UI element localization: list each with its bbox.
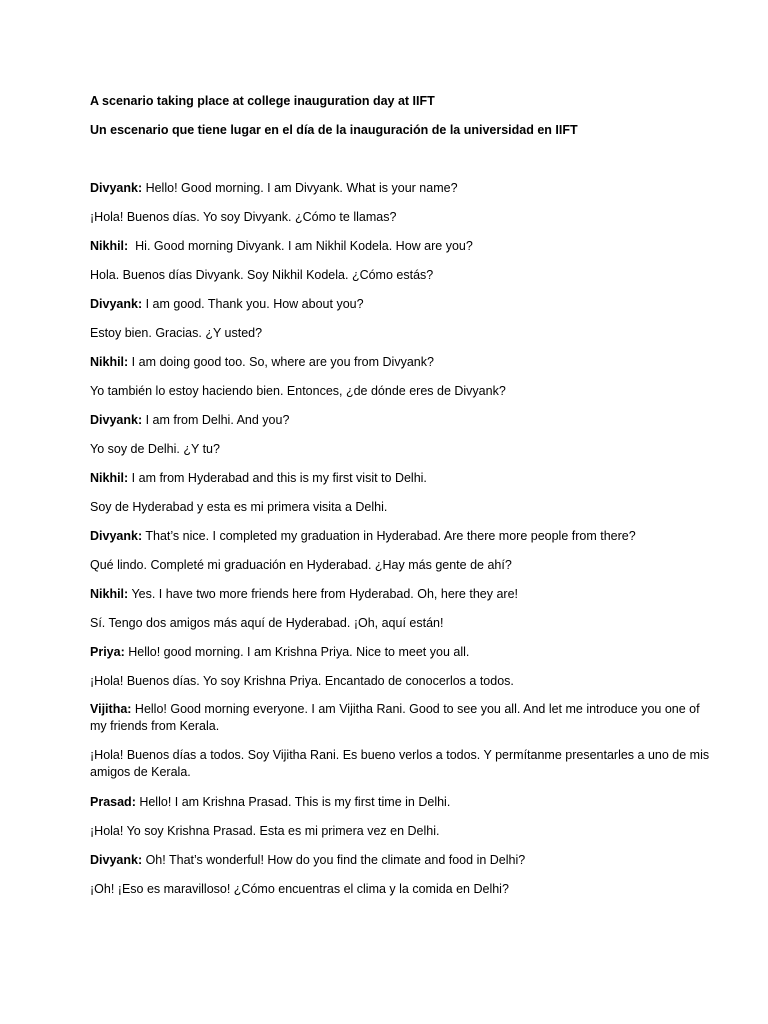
dialogue-line-english [90,295,710,313]
dialogue-list [90,179,713,898]
dialogue-text: Yes. I have two more friends here from Hyderabad. Oh, here they are! [128,587,518,601]
dialogue-text: Yo también lo estoy haciendo bien. Entonces, ¿de dónde eres de Divyank? [90,384,506,398]
speaker-name: Priya: [90,645,125,659]
dialogue-text: Hi. Good morning Divyank. I am Nikhil Kodela. How are you? [128,239,473,253]
speaker-name: Vijitha: [90,702,132,716]
document-page [90,92,713,909]
dialogue-line-spanish [90,266,710,284]
dialogue-text: Yo soy de Delhi. ¿Y tu? [90,442,220,456]
dialogue-line-spanish [90,208,710,226]
dialogue-text: I am doing good too. So, where are you from Divyank? [128,355,434,369]
dialogue-line-english [90,353,710,371]
speaker-name: Divyank: [90,181,143,195]
document-title-english: A scenario taking place at college inauguration day at IIFT [90,94,435,108]
dialogue-line-spanish [90,672,710,690]
dialogue-line-english [90,179,710,197]
speaker-name: Nikhil: [90,471,129,485]
dialogue-line-english [90,851,710,869]
dialogue-text: Oh! That’s wonderful! How do you find the climate and food in Delhi? [142,853,526,867]
dialogue-text: I am from Hyderabad and this is my first visit to Delhi. [128,471,427,485]
dialogue-line-english [90,411,710,429]
document-title-spanish: Un escenario que tiene lugar en el día de la inauguración de la universidad en IIFT [90,123,578,137]
dialogue-text: Estoy bien. Gracias. ¿Y usted? [90,326,263,340]
dialogue-text: Soy de Hyderabad y esta es mi primera visita a Delhi. [90,500,388,514]
speaker-name: Nikhil: [90,355,129,369]
dialogue-line-english [90,585,710,603]
dialogue-text: Hello! I am Krishna Prasad. This is my first time in Delhi. [135,795,451,809]
dialogue-line-spanish [90,880,710,898]
speaker-name: Divyank: [90,529,143,543]
dialogue-line-spanish [90,822,710,840]
dialogue-text: That’s nice. I completed my graduation in Hyderabad. Are there more people from there? [142,529,636,543]
dialogue-text: Hello! Good morning everyone. I am Vijitha Rani. Good to see you all. And let me introduce you one of my friends from Kerala. [90,702,704,733]
dialogue-line-spanish [90,498,710,516]
dialogue-line-spanish [90,614,710,632]
dialogue-text: Hello! Good morning. I am Divyank. What is your name? [142,181,458,195]
dialogue-text: I am from Delhi. And you? [142,413,290,427]
dialogue-text: ¡Hola! Buenos días a todos. Soy Vijitha Rani. Es bueno verlos a todos. Y permítanme presentarles a uno de mis amigos de Kerala. [90,748,713,779]
dialogue-line-english [90,793,710,811]
speaker-name: Divyank: [90,297,143,311]
dialogue-text: Qué lindo. Completé mi graduación en Hyderabad. ¿Hay más gente de ahí? [90,558,512,572]
dialogue-line-spanish [90,324,710,342]
dialogue-line-english [90,701,710,735]
dialogue-line-english [90,527,710,545]
dialogue-text: ¡Oh! ¡Eso es maravilloso! ¿Cómo encuentras el clima y la comida en Delhi? [90,882,509,896]
dialogue-line-spanish [90,747,713,781]
dialogue-text: I am good. Thank you. How about you? [142,297,364,311]
dialogue-text: Sí. Tengo dos amigos más aquí de Hyderabad. ¡Oh, aquí están! [90,616,444,630]
dialogue-text: Hello! good morning. I am Krishna Priya. Nice to meet you all. [124,645,470,659]
dialogue-line-spanish [90,556,710,574]
speaker-name: Nikhil: [90,239,129,253]
dialogue-text: ¡Hola! Buenos días. Yo soy Divyank. ¿Cómo te llamas? [90,210,397,224]
speaker-name: Divyank: [90,413,143,427]
dialogue-line-spanish [90,440,710,458]
dialogue-text: ¡Hola! Buenos días. Yo soy Krishna Priya. Encantado de conocerlos a todos. [90,674,514,688]
speaker-name: Nikhil: [90,587,129,601]
dialogue-line-english [90,643,710,661]
dialogue-text: Hola. Buenos días Divyank. Soy Nikhil Kodela. ¿Cómo estás? [90,268,434,282]
speaker-name: Prasad: [90,795,136,809]
dialogue-line-english [90,237,710,255]
speaker-name: Divyank: [90,853,143,867]
dialogue-line-english [90,469,710,487]
dialogue-text: ¡Hola! Yo soy Krishna Prasad. Esta es mi primera vez en Delhi. [90,824,440,838]
dialogue-line-spanish [90,382,710,400]
